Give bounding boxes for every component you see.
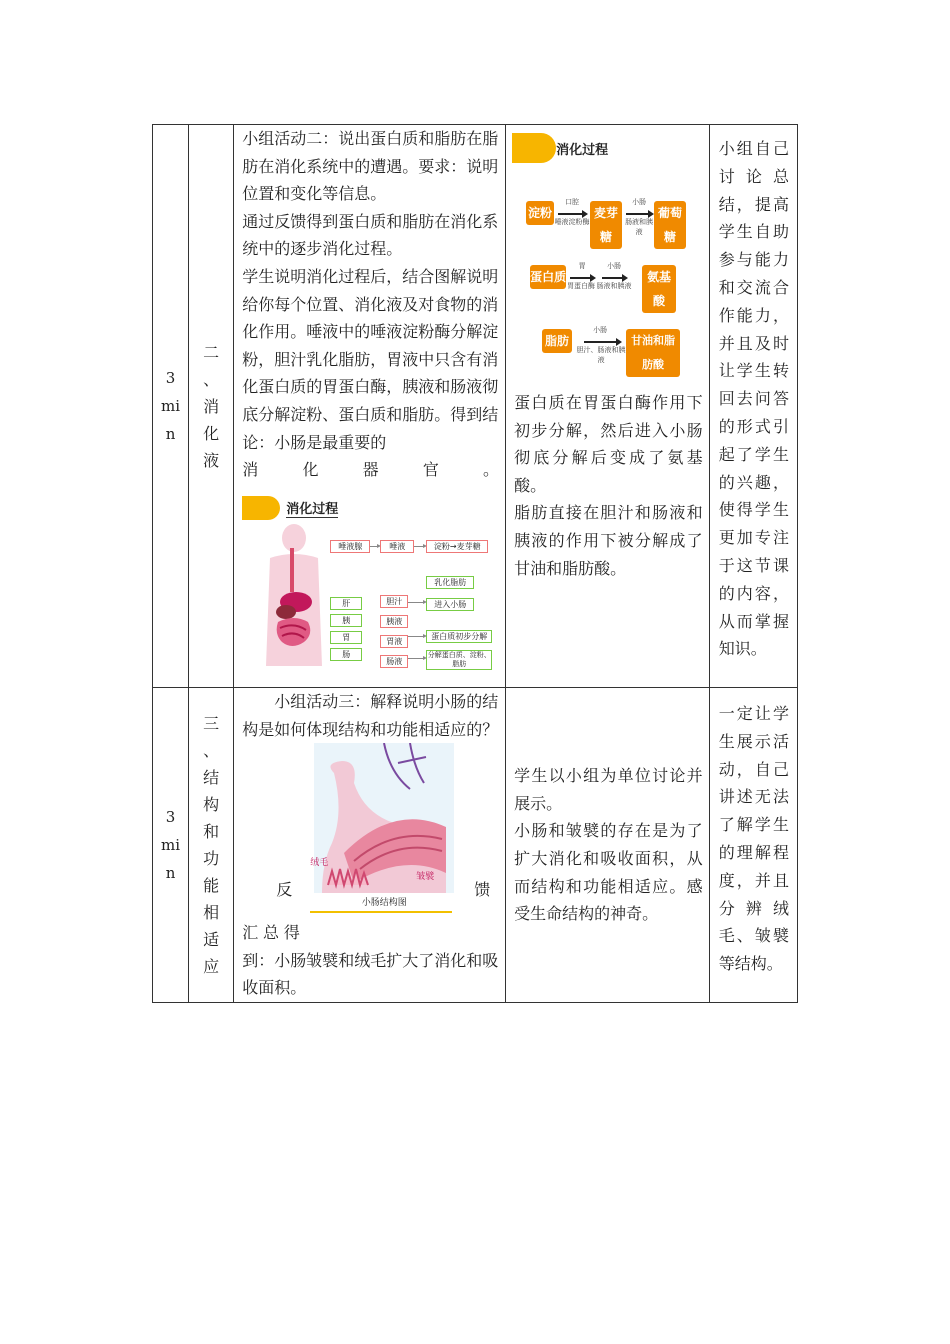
juice-box: 胰液: [380, 615, 408, 628]
flow-node-chip: 甘油和脂肪酸: [626, 329, 680, 377]
section-title-cell: 三 、 结 构 和 功 能 相 适 应: [189, 688, 234, 1003]
gland-box: 肠: [330, 648, 362, 661]
design-intent-cell: [709, 688, 797, 1003]
design-intent-cell: [709, 125, 797, 688]
activity-paragraph: 小组活动二：说出蛋白质和脂肪在脂肪在消化系统中的遭遇。要求：说明位置和变化等信息。: [242, 129, 499, 204]
gland-box: 胃: [330, 631, 362, 644]
teacher-activity-cell: [234, 125, 506, 688]
effect-box: 乳化脂肪: [426, 576, 474, 589]
flow-node-chip: 氨基酸: [642, 265, 676, 313]
digestive-system-illustration: [256, 522, 332, 666]
juice-box: 胃液: [380, 635, 408, 648]
figure-banner: 消化过程: [512, 131, 702, 165]
activity-summary: 汇总得: [242, 923, 305, 943]
activity-paragraph: 学生说明消化过程后，结合图解说明给你每个位置、消化液及对食物的消化作用。唾液中的唾液淀粉酶分解淀粉，胆汁乳化脂肪，胃液中只含有消化蛋白质的胃蛋白酶，胰液和肠液彻底分解淀粉、蛋白质和脂肪。得到结论：小肠是最重要的: [242, 266, 499, 452]
lesson-table: [152, 124, 798, 1003]
student-paragraph: 蛋白质在胃蛋白酶作用下初步分解，然后进入小肠彻底分解后变成了氨基酸。: [514, 393, 703, 495]
time-cell: 3 mi n: [153, 688, 189, 1003]
feedback-word: 反: [276, 880, 293, 900]
teacher-activity-cell: [234, 688, 506, 1003]
effect-box: 蛋白质初步分解: [426, 630, 492, 643]
activity-paragraph: 通过反馈得到蛋白质和脂肪在消化系统中的逐步消化过程。: [242, 211, 499, 259]
design-intent-text: 小组自己讨论总结，提高学生自助参与能力和交流合作能力，并且及时让学生转回去问答的形式引起了学生的兴趣，使得学生更加专注于这节课的内容，从而掌握知识。: [718, 139, 789, 659]
student-activity-cell: [506, 125, 710, 688]
effect-box: 淀粉→麦芽糖: [426, 540, 488, 553]
flow-start-chip: 蛋白质: [530, 265, 566, 289]
time-cell: 3 mi n: [153, 125, 189, 688]
figure-caption: 小肠结构图: [361, 898, 407, 909]
flow-start-chip: 脂肪: [542, 329, 572, 353]
gland-box: 肝: [330, 597, 362, 610]
gland-box: 胰: [330, 614, 362, 627]
section-title-cell: 二 、 消 化 液: [189, 125, 234, 688]
juice-box: 肠液: [380, 655, 408, 668]
student-paragraph: 学生以小组为单位讨论并展示。: [514, 766, 703, 813]
flow-start-chip: 淀粉: [526, 201, 554, 225]
gland-box: 唾液腺: [330, 540, 370, 553]
student-paragraph: 脂肪直接在胆汁和肠液和胰液的作用下被分解成了甘油和脂肪酸。: [514, 503, 703, 578]
villi-label: 绒毛: [310, 858, 329, 869]
design-intent-text: 一定让学生展示活动，自己讲述无法了解学生的理解程度，并且分辨绒毛、皱襞等结构。: [718, 704, 789, 974]
activity-summary: 到：小肠皱襞和绒毛扩大了消化和吸收面积。: [242, 950, 499, 998]
juice-box: 胆汁: [380, 595, 408, 608]
small-intestine-figure: [310, 743, 454, 919]
effect-box: 进入小肠: [426, 598, 474, 611]
student-activity-cell: [506, 688, 710, 1003]
flow-node-chip: 麦芽糖: [590, 201, 622, 249]
table-row: [153, 688, 798, 1003]
activity-paragraph: 消化器官。: [242, 460, 500, 480]
effect-box: 分解蛋白质、淀粉、脂肪: [427, 650, 491, 668]
activity-intro: 小组活动三：解释说明小肠的结构是如何体现结构和功能相适应的？: [242, 692, 499, 739]
student-paragraph: 小肠和皱襞的存在是为了扩大消化和吸收面积，从而结构和功能相适应。感受生命结构的神奇。: [514, 821, 703, 924]
figure-banner: 消化过程: [242, 494, 498, 522]
digestion-process-figure: [242, 494, 498, 666]
juice-box: 唾液: [380, 540, 414, 553]
digestion-flow-figure: 消化过程 淀粉 口腔 唾液淀粉酶 麦芽糖 小肠 肠液和胰液 葡萄糖 蛋白质 胃 胃蛋白酶 小肠 肠液和胰液 氨基酸 脂肪 小肠 胆汁、肠液和胰液 甘油和脂肪酸: [512, 131, 702, 381]
table-row: [153, 125, 798, 688]
flow-node-chip: 葡萄糖: [654, 201, 686, 249]
feedback-word: 馈: [474, 880, 491, 900]
fold-label: 皱襞: [416, 872, 435, 883]
